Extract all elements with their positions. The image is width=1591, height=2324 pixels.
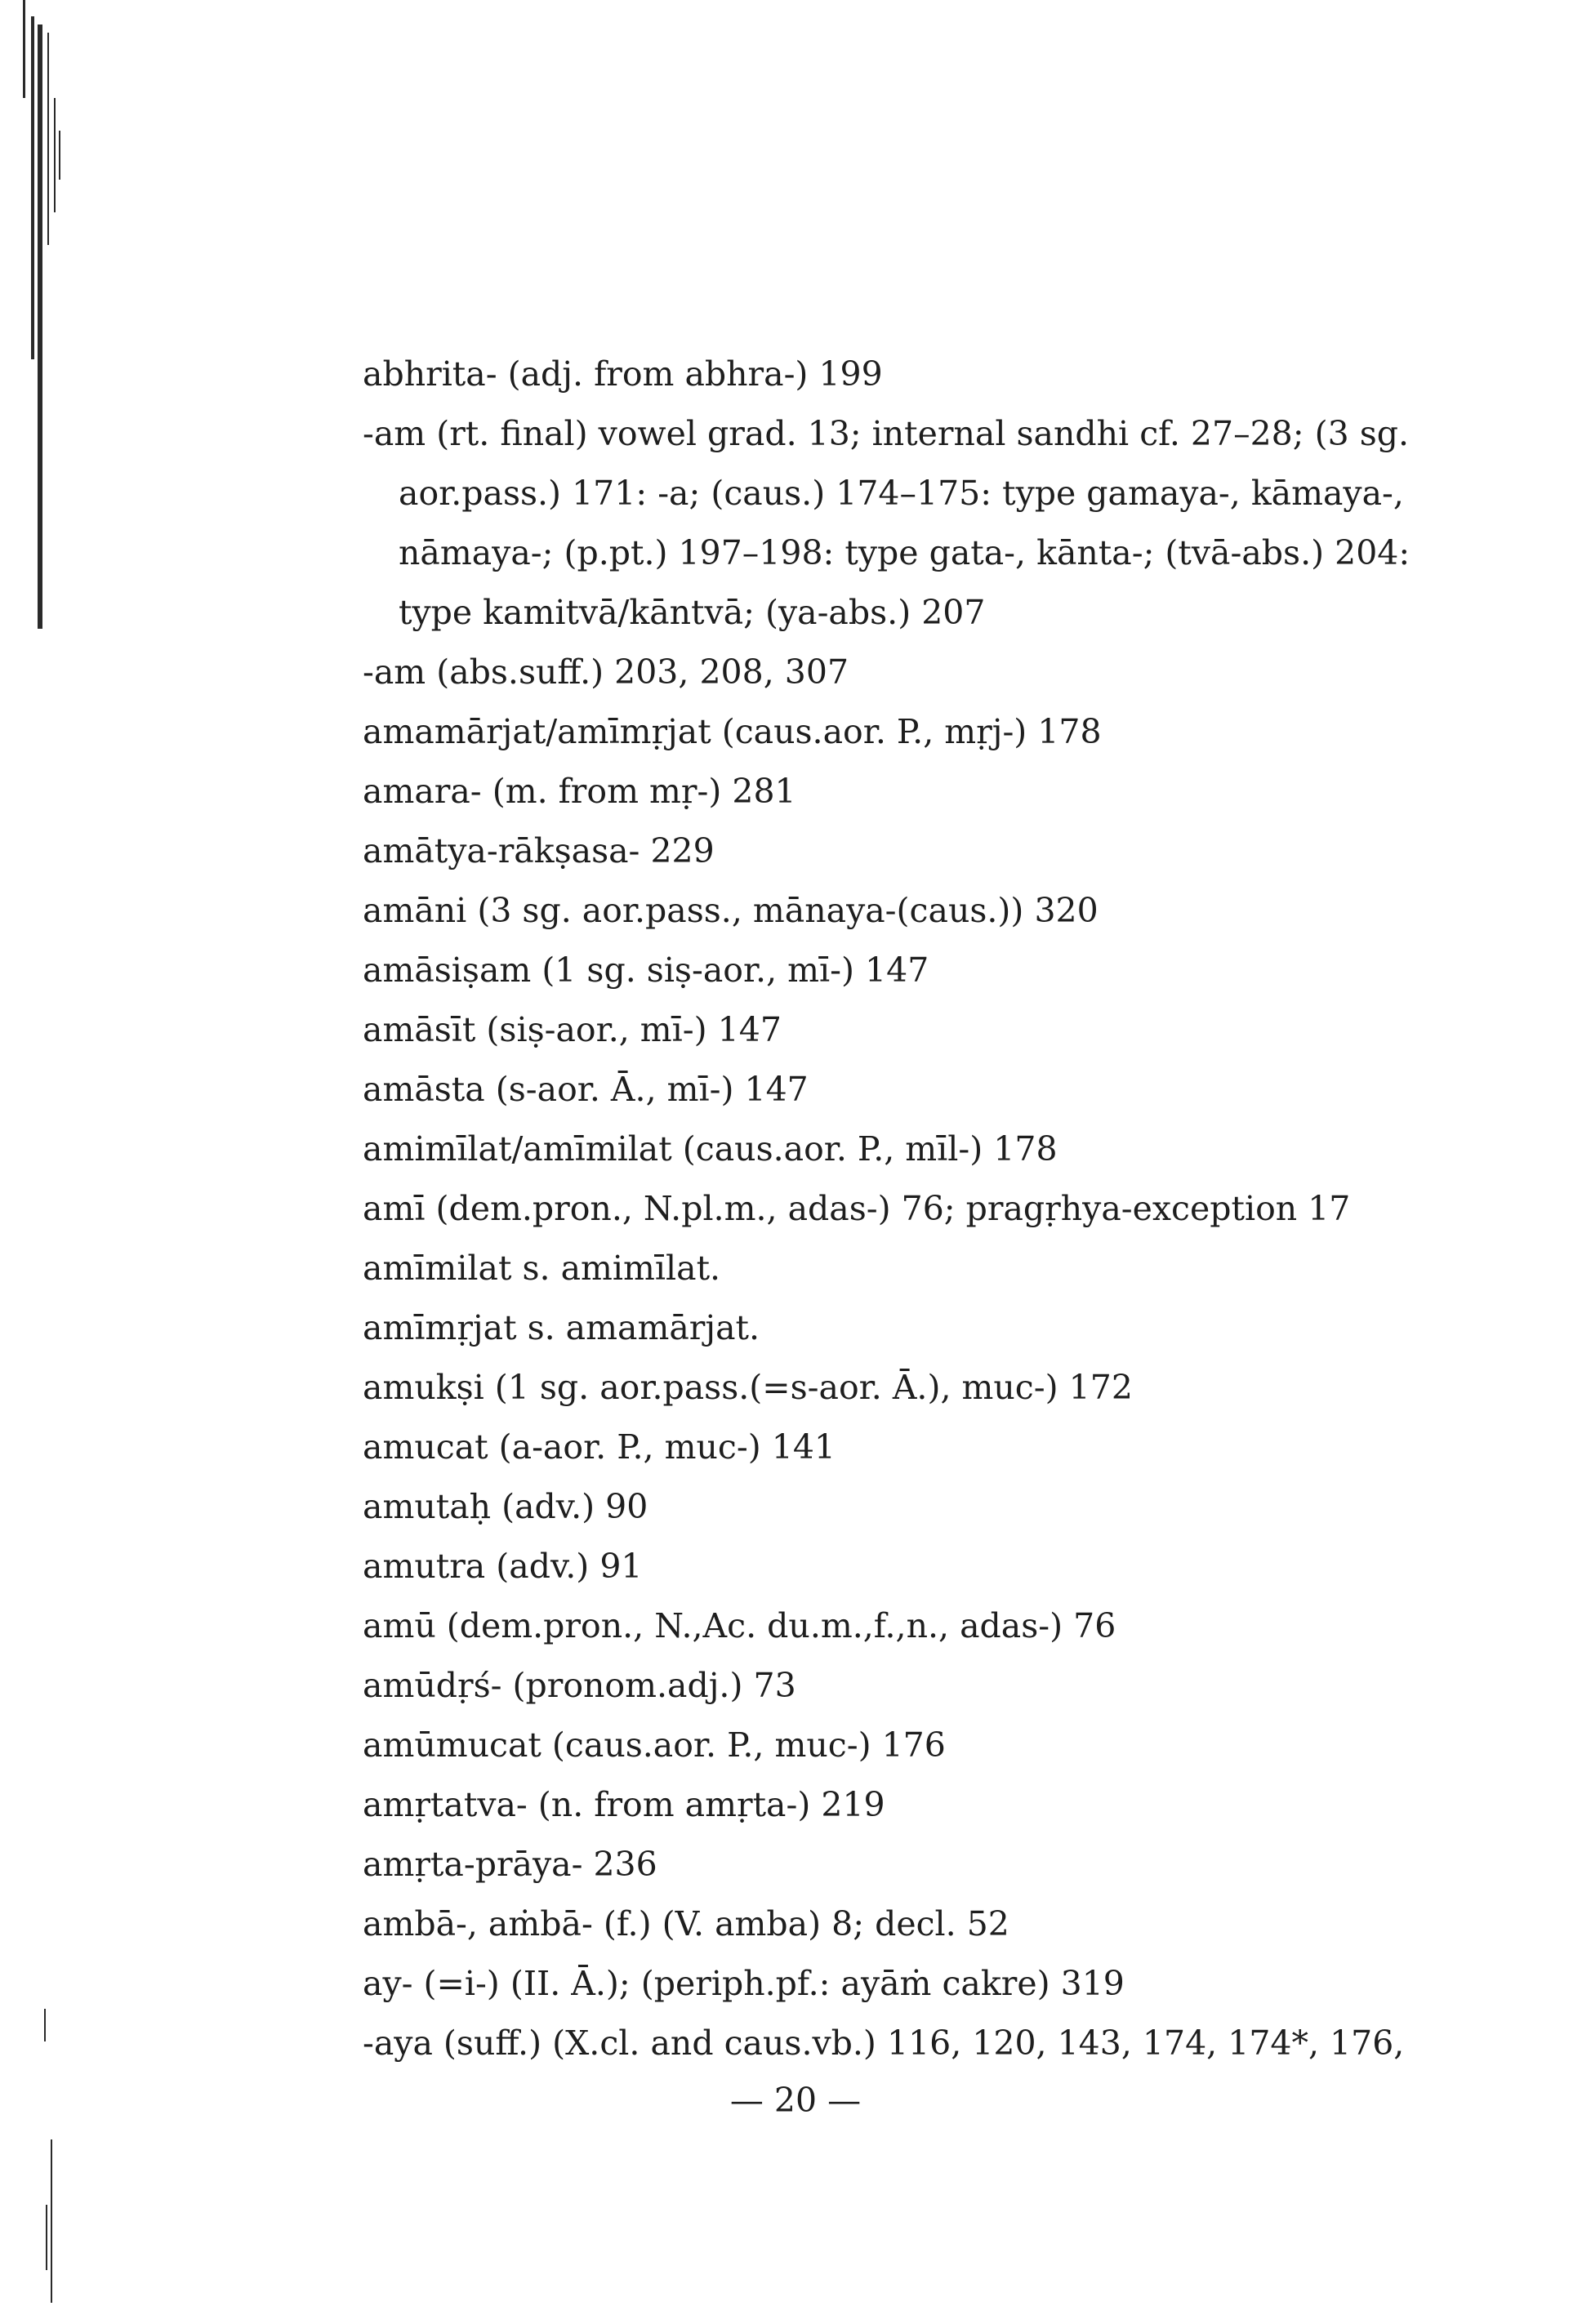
index-line-continuation: type kamitvā/kāntvā; (ya-abs.) 207 xyxy=(399,593,986,632)
index-line: amamārjat/amīmṛjat (caus.aor. P., mṛj-) 178 xyxy=(363,712,1102,751)
index-line: amutra (adv.) 91 xyxy=(363,1547,643,1586)
index-line: amū (dem.pron., N.,Ac. du.m.,f.,n., adas-) 76 xyxy=(363,1606,1116,1645)
index-line: amīmṛjat s. amamārjat. xyxy=(363,1308,760,1347)
index-line: amara- (m. from mṛ-) 281 xyxy=(363,772,796,811)
index-line: ay- (=i-) (II. Ā.); (periph.pf.: ayāṁ cakre) 319 xyxy=(363,1964,1125,2003)
index-line: amutaḥ (adv.) 90 xyxy=(363,1487,648,1526)
index-line: amṛta-prāya- 236 xyxy=(363,1845,657,1884)
index-line: amūmucat (caus.aor. P., muc-) 176 xyxy=(363,1725,946,1765)
page-number: — 20 — xyxy=(729,2081,862,2120)
index-line-continuation: aor.pass.) 171: -a; (caus.) 174–175: type gamaya-, kāmaya-, xyxy=(399,474,1404,513)
index-line: -aya (suff.) (X.cl. and caus.vb.) 116, 120, 143, 174, 174*, 176, xyxy=(363,2023,1405,2063)
index-line: amucat (a-aor. P., muc-) 141 xyxy=(363,1427,836,1467)
index-line-continuation: nāmaya-; (p.pt.) 197–198: type gata-, kānta-; (tvā-abs.) 204: xyxy=(399,533,1411,572)
index-line: amīmilat s. amimīlat. xyxy=(363,1249,721,1288)
index-line: -am (abs.suff.) 203, 208, 307 xyxy=(363,652,849,692)
index-line: amāsīt (siṣ-aor., mī-) 147 xyxy=(363,1010,782,1049)
index-entry-list xyxy=(363,345,1506,2073)
index-line: amṛtatva- (n. from amṛta-) 219 xyxy=(363,1785,885,1824)
index-line: amukṣi (1 sg. aor.pass.(=s-aor. Ā.), muc-) 172 xyxy=(363,1368,1133,1407)
index-line: amī (dem.pron., N.pl.m., adas-) 76; pragṛhya-exception 17 xyxy=(363,1189,1351,1228)
index-line: amātya-rākṣasa- 229 xyxy=(363,831,715,870)
index-line: -am (rt. final) vowel grad. 13; internal sandhi cf. 27–28; (3 sg. xyxy=(363,414,1410,453)
index-line: abhrita- (adj. from abhra-) 199 xyxy=(363,354,883,394)
index-line: ambā-, aṁbā- (f.) (V. amba) 8; decl. 52 xyxy=(363,1904,1009,1943)
index-line: amūdṛś- (pronom.adj.) 73 xyxy=(363,1666,796,1705)
index-line: amāsiṣam (1 sg. siṣ-aor., mī-) 147 xyxy=(363,951,929,990)
index-line: amāni (3 sg. aor.pass., mānaya-(caus.)) 320 xyxy=(363,891,1099,930)
index-line: amāsta (s-aor. Ā., mī-) 147 xyxy=(363,1070,809,1109)
index-line: amimīlat/amīmilat (caus.aor. P., mīl-) 178 xyxy=(363,1129,1058,1169)
